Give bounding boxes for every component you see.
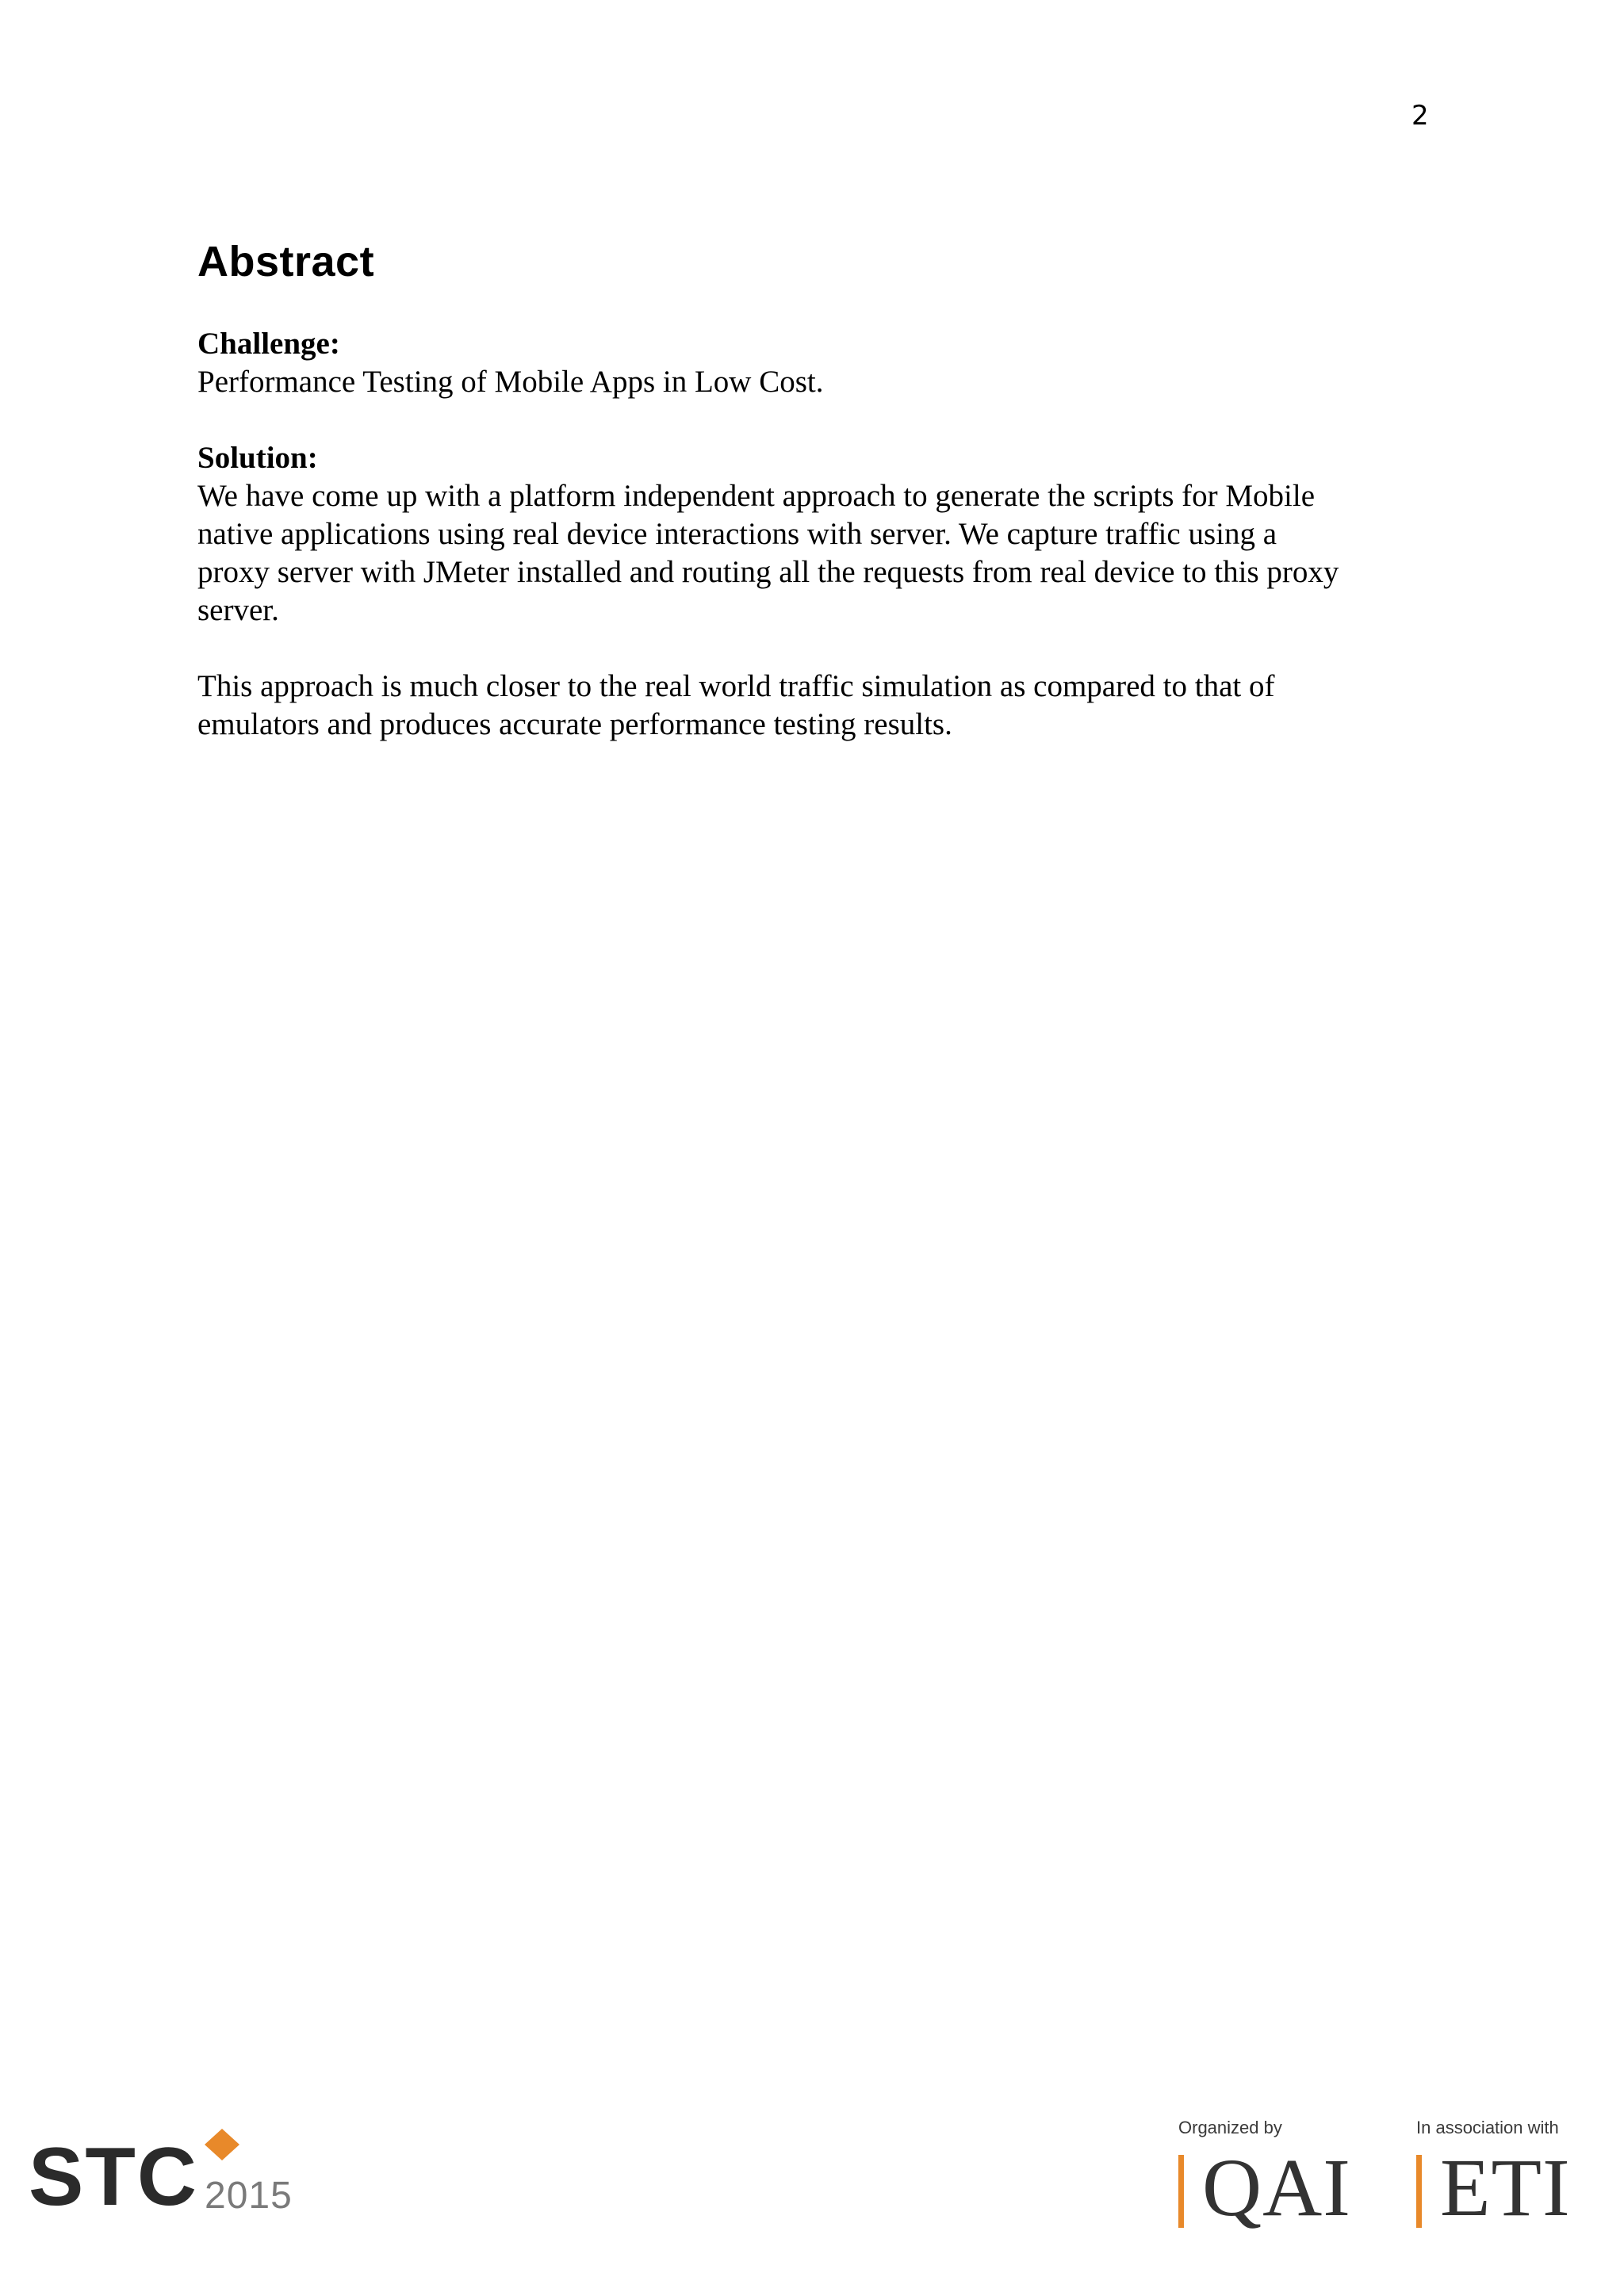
abstract-heading: Abstract <box>197 238 375 285</box>
stc-letters: STC <box>29 2131 198 2216</box>
stc-diamond-icon <box>205 2129 239 2160</box>
solution-p1-line: server. <box>197 593 279 627</box>
solution-paragraph-2 <box>197 668 1434 744</box>
stc-2015-logo <box>29 2129 314 2216</box>
stc-year: 2015 <box>205 2175 293 2216</box>
page-number: 2 <box>1411 100 1429 132</box>
challenge-text: Performance Testing of Mobile Apps in Low Cost. <box>197 365 824 399</box>
organizer-logo <box>1178 2117 1385 2244</box>
solution-p2-line: This approach is much closer to the real world traffic simulation as compared to that of <box>197 669 1275 703</box>
solution-paragraph-1 <box>197 477 1434 629</box>
eti-logo-text: ETI <box>1440 2142 1571 2233</box>
solution-p1-line: proxy server with JMeter installed and routing all the requests from real device to this proxy <box>197 555 1339 589</box>
solution-label: Solution: <box>197 441 318 475</box>
association-logo <box>1416 2117 1607 2244</box>
solution-p1-line: We have come up with a platform independent approach to generate the scripts for Mobile <box>197 479 1316 513</box>
solution-p1-line: native applications using real device interactions with server. We capture traffic using a <box>197 517 1277 551</box>
association-bar <box>1416 2155 1422 2228</box>
organizer-bar <box>1178 2155 1184 2228</box>
association-caption: In association with <box>1416 2118 1559 2137</box>
qai-logo-text: QAI <box>1202 2142 1351 2233</box>
challenge-label: Challenge: <box>197 327 340 361</box>
solution-p2-line: emulators and produces accurate performance testing results. <box>197 707 952 741</box>
abstract-section <box>197 230 1434 744</box>
organized-by-caption: Organized by <box>1178 2118 1282 2137</box>
